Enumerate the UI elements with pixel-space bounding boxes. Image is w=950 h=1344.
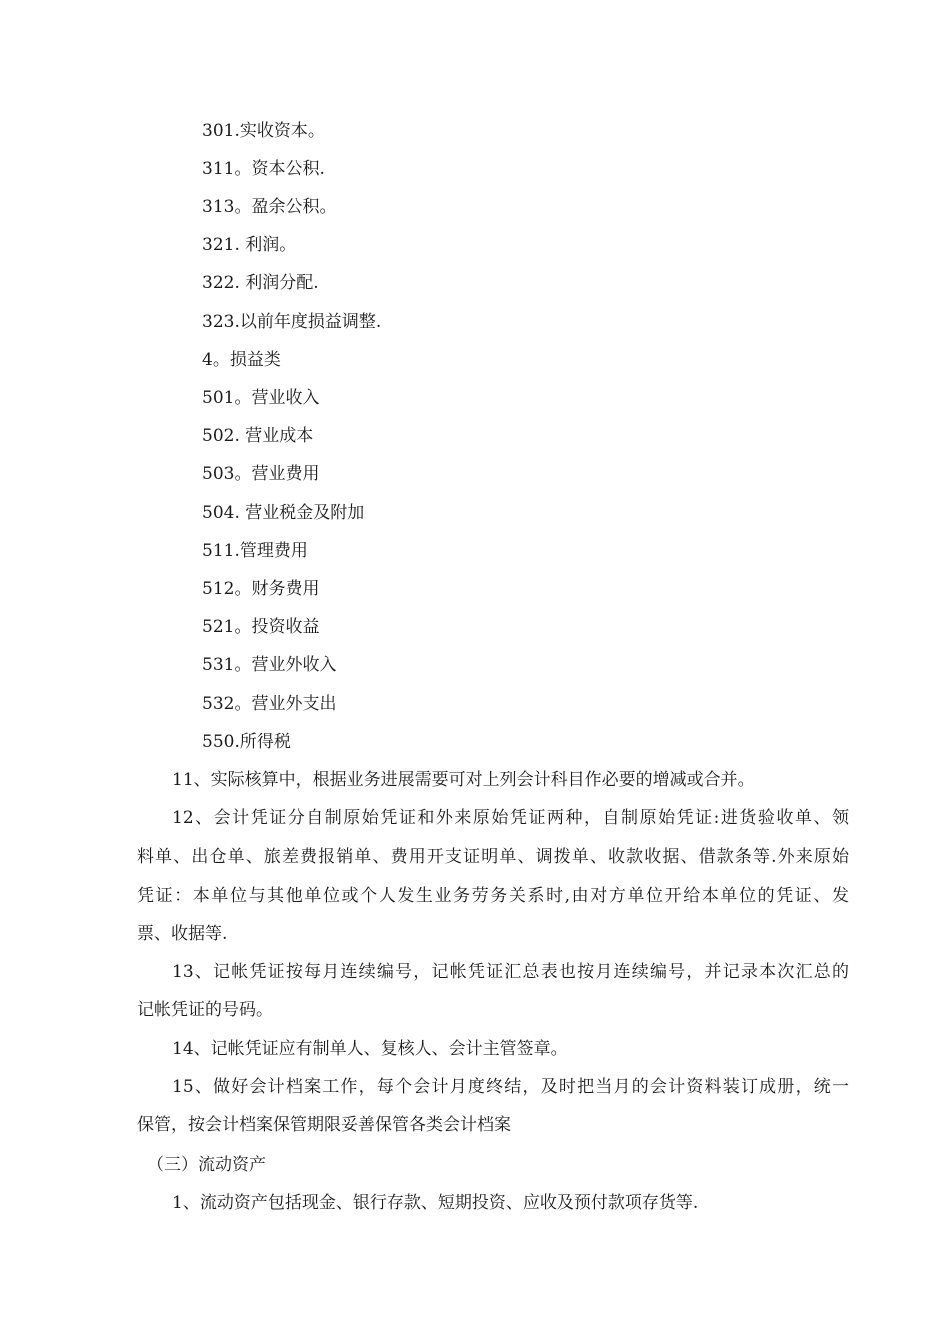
- account-item: 503。营业费用: [202, 464, 320, 484]
- account-item: 521。投资收益: [202, 617, 320, 637]
- rule-15-line: 15、做好会计档案工作，每个会计月度终结，及时把当月的会计资料装订成册，统一: [172, 1077, 849, 1097]
- rule-12-line: 凭证：本单位与其他单位或个人发生业务劳务关系时,由对方单位开给本单位的凭证、发: [137, 886, 849, 906]
- current-assets-item: 1、流动资产包括现金、银行存款、短期投资、应收及预付款项存货等.: [172, 1193, 699, 1213]
- account-item: 323.以前年度损益调整.: [202, 312, 382, 332]
- category-heading: 4。损益类: [202, 350, 281, 370]
- rule-11: 11、实际核算中，根据业务进展需要可对上列会计科目作必要的增减或合并。: [172, 770, 755, 790]
- rule-13-line: 13、记帐凭证按每月连续编号，记帐凭证汇总表也按月连续编号，并记录本次汇总的: [172, 962, 849, 982]
- rule-12-line: 票、收据等.: [137, 924, 228, 944]
- account-item: 532。营业外支出: [202, 694, 337, 714]
- rule-12-line: 料单、出仓单、旅差费报销单、费用开支证明单、调拨单、收款收据、借款条等.外来原始: [137, 847, 849, 867]
- account-item: 311。资本公积.: [202, 159, 325, 179]
- account-item: 502. 营业成本: [202, 426, 314, 446]
- account-item: 550.所得税: [202, 732, 291, 752]
- account-item: 322. 利润分配.: [202, 273, 319, 293]
- account-item: 512。财务费用: [202, 579, 320, 599]
- section-heading: （三）流动资产: [147, 1155, 266, 1175]
- account-item: 301.实收资本。: [202, 121, 325, 141]
- account-item: 504. 营业税金及附加: [202, 503, 365, 523]
- rule-14: 14、记帐凭证应有制单人、复核人、会计主管签章。: [172, 1039, 568, 1059]
- rule-12-line: 12、会计凭证分自制原始凭证和外来原始凭证两种，自制原始凭证:进货验收单、领: [172, 808, 849, 828]
- account-item: 531。营业外收入: [202, 655, 337, 675]
- account-item: 313。盈余公积。: [202, 197, 337, 217]
- account-item: 501。营业收入: [202, 388, 320, 408]
- account-item: 511.管理费用: [202, 541, 308, 561]
- rule-13-line: 记帐凭证的号码。: [137, 1000, 273, 1020]
- rule-15-line: 保管，按会计档案保管期限妥善保管各类会计档案: [137, 1115, 511, 1135]
- account-item: 321. 利润。: [202, 235, 297, 255]
